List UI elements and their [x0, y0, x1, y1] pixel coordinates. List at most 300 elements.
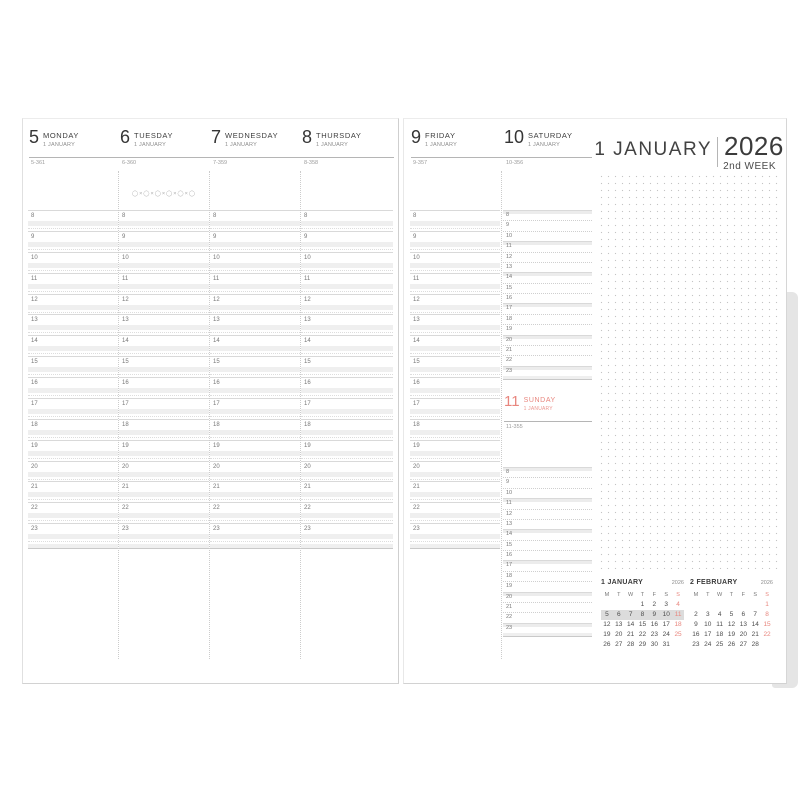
hour-slot-16 — [119, 377, 209, 399]
hour-label: 8 — [506, 469, 510, 475]
mini-calendar-day: 1 — [640, 601, 645, 608]
hour-label: 14 — [413, 338, 420, 345]
hour-label: 8 — [213, 213, 217, 219]
half-hour-line — [28, 499, 118, 500]
hour-label: 16 — [506, 552, 513, 558]
hour-label: 16 — [304, 380, 311, 386]
mini-calendar-day: 10 — [662, 611, 670, 618]
mini-calendar-day: 8 — [765, 611, 769, 618]
half-hour-line — [210, 541, 300, 542]
half-hour-line — [210, 228, 300, 229]
hour-label: 9 — [31, 233, 35, 240]
hour-slot-15 — [28, 356, 118, 378]
hour-label: 21 — [506, 603, 513, 610]
hour-shade-band — [119, 305, 209, 310]
half-hour-line — [410, 312, 500, 313]
half-hour-line — [301, 291, 393, 292]
half-hour-line — [210, 437, 300, 438]
hour-label: 12 — [122, 296, 129, 303]
half-hour-line — [301, 374, 393, 375]
hour-slot-19 — [301, 440, 393, 462]
hour-label: 15 — [122, 359, 129, 366]
mini-calendar-day: 2 — [652, 601, 657, 608]
hour-slot-14 — [301, 335, 393, 357]
mini-calendar-day — [714, 600, 726, 610]
grid-end-band — [503, 376, 592, 380]
mini-calendar-day: 20 — [739, 631, 747, 638]
hour-shade-band — [210, 305, 300, 310]
weekday-label: M — [604, 592, 610, 598]
hour-shade-band — [28, 430, 118, 435]
hour-label: 9 — [122, 233, 126, 240]
half-hour-line — [28, 520, 118, 521]
mini-calendar-day: 3 — [664, 601, 669, 608]
half-hour-line — [301, 541, 393, 542]
hour-shade-band — [28, 513, 118, 518]
hour-label: 13 — [31, 317, 38, 324]
hour-label: 8 — [122, 213, 126, 219]
day-month-label: 1 JANUARY — [528, 141, 560, 148]
hour-shade-band — [301, 325, 393, 330]
half-hour-line — [301, 228, 393, 229]
grid-end-band — [410, 544, 500, 549]
half-hour-line — [210, 416, 300, 417]
half-hour-line — [301, 332, 393, 333]
mini-calendar-day — [737, 600, 749, 610]
hour-label: 19 — [31, 442, 38, 449]
hour-shade-band — [28, 263, 118, 268]
hour-shade-band — [210, 492, 300, 497]
mini-calendar-day: 11 — [716, 621, 723, 628]
hour-shade-band — [28, 451, 118, 456]
half-hour-line — [119, 479, 209, 480]
day-header-monday — [29, 129, 79, 148]
hour-label: 15 — [304, 359, 311, 366]
hour-slot-23 — [410, 523, 500, 545]
hour-shade-band — [119, 221, 209, 226]
hour-shade-band — [28, 388, 118, 393]
half-hour-line — [301, 520, 393, 521]
mini-calendar-weekday-row — [690, 591, 773, 600]
hour-shade-band — [119, 492, 209, 497]
day-name: FRIDAY — [425, 131, 456, 140]
hour-label: 10 — [413, 254, 420, 261]
weekday-label: T — [617, 592, 621, 598]
hour-slot-11 — [119, 273, 209, 295]
hour-shade-band — [210, 221, 300, 226]
day-of-year-wednesday: 7-359 — [213, 160, 228, 166]
day-month-label: 1 JANUARY — [316, 141, 348, 148]
hour-shade-band — [410, 388, 500, 393]
hour-label: 17 — [304, 400, 311, 407]
half-hour-line — [301, 270, 393, 271]
hour-label: 8 — [304, 213, 308, 219]
mini-calendar-day — [690, 600, 702, 610]
hour-label: 23 — [413, 526, 420, 533]
hour-grid-sunday — [503, 467, 592, 638]
mini-calendar-day: 28 — [751, 641, 759, 648]
mini-calendar-day: 10 — [704, 621, 712, 628]
half-hour-line — [301, 395, 393, 396]
mini-calendar-days — [601, 600, 684, 650]
mini-calendar-day: 3 — [705, 611, 710, 618]
grid-end-band — [119, 544, 209, 549]
half-hour-line — [410, 541, 500, 542]
mini-calendar-day: 13 — [615, 621, 623, 628]
mini-calendar-day: 24 — [704, 641, 712, 648]
half-hour-line — [28, 374, 118, 375]
hour-label: 18 — [213, 421, 220, 428]
day-month-label: 1 JANUARY — [425, 141, 457, 148]
hour-shade-band — [301, 409, 393, 414]
hour-shade-band — [410, 534, 500, 539]
hour-slot-16 — [301, 377, 393, 399]
hour-shade-band — [119, 263, 209, 268]
hour-slot-8 — [119, 210, 209, 232]
hour-shade-band — [410, 451, 500, 456]
hour-slot-15 — [119, 356, 209, 378]
hour-shade-band — [119, 534, 209, 539]
hour-label: 22 — [122, 505, 129, 512]
mini-calendar-week-row — [690, 640, 773, 650]
hour-label: 19 — [413, 442, 420, 449]
hour-slot-10 — [410, 252, 500, 274]
hour-grid-wednesday — [210, 210, 300, 549]
hour-slot-12 — [301, 294, 393, 316]
weekday-label: S — [765, 592, 769, 598]
hour-slot-12 — [210, 294, 300, 316]
hour-shade-band — [28, 305, 118, 310]
mini-calendar-january — [601, 579, 684, 650]
hour-slot-14 — [28, 335, 118, 357]
hour-label: 19 — [304, 442, 311, 449]
weekday-label: F — [652, 592, 657, 598]
hour-label: 14 — [506, 274, 513, 281]
half-hour-line — [28, 479, 118, 480]
hour-shade-band — [28, 284, 118, 289]
half-hour-line — [301, 249, 393, 250]
half-hour-line — [210, 312, 300, 313]
hour-label: 22 — [506, 614, 513, 621]
mini-calendar-day: 23 — [650, 631, 658, 638]
hour-label: 12 — [506, 253, 513, 260]
mini-calendar-day: 29 — [638, 641, 647, 648]
hour-slot-9 — [119, 231, 209, 253]
mini-calendar-week-row — [690, 600, 773, 610]
mini-calendar-week-row — [601, 630, 684, 640]
half-hour-line — [119, 458, 209, 459]
half-hour-line — [119, 499, 209, 500]
weekday-label: S — [753, 592, 758, 598]
weekday-label: T — [640, 592, 645, 598]
day-of-year-tuesday: 6-360 — [122, 160, 137, 166]
hour-label: 23 — [506, 624, 513, 631]
grid-end-band — [301, 544, 393, 549]
hour-shade-band — [210, 367, 300, 372]
mini-calendar-day: 25 — [674, 631, 682, 638]
hour-slot-13 — [301, 314, 393, 336]
hour-label: 16 — [506, 295, 513, 301]
hour-shade-band — [119, 388, 209, 393]
half-hour-line — [410, 374, 500, 375]
hour-label: 17 — [31, 400, 38, 407]
hour-shade-band — [210, 513, 300, 518]
mini-calendar-day — [726, 600, 738, 610]
hour-shade-band — [301, 305, 393, 310]
mini-calendar-day — [749, 600, 761, 610]
half-hour-line — [301, 312, 393, 313]
hour-label: 13 — [413, 317, 420, 324]
hour-grid-saturday — [503, 210, 592, 381]
half-hour-line — [119, 437, 209, 438]
hour-label: 10 — [304, 254, 311, 261]
hour-label: 18 — [506, 315, 513, 322]
hour-shade-band — [410, 513, 500, 518]
hour-shade-band — [210, 263, 300, 268]
half-hour-line — [410, 353, 500, 354]
hour-slot-14 — [410, 335, 500, 357]
half-hour-line — [119, 332, 209, 333]
hour-label: 18 — [122, 421, 129, 428]
hour-slot-16 — [410, 377, 500, 399]
day-of-year-friday: 9-357 — [413, 160, 428, 166]
half-hour-line — [210, 479, 300, 480]
hour-shade-band — [410, 221, 500, 226]
mini-calendar-day: 27 — [739, 641, 747, 648]
hour-slot-12 — [119, 294, 209, 316]
mini-calendar-day: 31 — [662, 641, 670, 648]
hour-label: 16 — [213, 380, 220, 386]
half-hour-line — [119, 249, 209, 250]
mini-calendar-day: 19 — [727, 631, 736, 638]
hour-grid-tuesday — [119, 210, 209, 549]
day-name: WEDNESDAY — [225, 131, 279, 140]
hour-grid-thursday — [301, 210, 393, 549]
weekday-label: M — [693, 592, 699, 598]
hour-shade-band — [210, 284, 300, 289]
hour-label: 23 — [31, 526, 38, 533]
mini-calendar-day: 15 — [638, 621, 647, 628]
hour-shade-band — [119, 325, 209, 330]
mini-calendar-day: 23 — [692, 641, 700, 648]
hour-slot-13 — [210, 314, 300, 336]
hour-shade-band — [301, 263, 393, 268]
hour-slot-21 — [28, 481, 118, 503]
day-name: MONDAY — [43, 131, 79, 140]
hour-slot-13 — [410, 314, 500, 336]
hour-shade-band — [301, 492, 393, 497]
hour-slot-10 — [28, 252, 118, 274]
hour-label: 14 — [213, 338, 220, 345]
mini-calendar-day: 8 — [640, 611, 645, 618]
half-hour-line — [119, 270, 209, 271]
hour-shade-band — [410, 409, 500, 414]
mini-calendar-day: 16 — [692, 631, 700, 638]
hour-shade-band — [410, 325, 500, 330]
hour-shade-band — [210, 325, 300, 330]
hour-label: 13 — [506, 520, 513, 527]
hour-slot-15 — [410, 356, 500, 378]
hour-slot-22 — [301, 502, 393, 524]
hour-label: 20 — [31, 463, 38, 470]
half-hour-line — [410, 228, 500, 229]
mini-calendar-day: 15 — [763, 621, 771, 628]
half-hour-line — [119, 416, 209, 417]
hour-label: 17 — [122, 400, 129, 407]
day-month-label: 1 JANUARY — [225, 141, 257, 148]
half-hour-line — [28, 541, 118, 542]
day-name: TUESDAY — [134, 131, 174, 140]
hour-slot-22 — [28, 502, 118, 524]
mini-calendar-week-row — [690, 630, 773, 640]
half-hour-line — [28, 312, 118, 313]
half-hour-line — [28, 291, 118, 292]
hour-label: 14 — [122, 338, 129, 345]
half-hour-line — [301, 416, 393, 417]
hour-label: 17 — [213, 400, 220, 407]
mini-calendar-day: 17 — [704, 631, 712, 638]
hour-shade-band — [28, 472, 118, 477]
half-hour-line — [119, 374, 209, 375]
day-header-wednesday — [211, 129, 278, 148]
hour-label: 8 — [413, 213, 417, 219]
day-month-label: 1 JANUARY — [134, 141, 166, 148]
hour-shade-band — [301, 451, 393, 456]
half-hour-line — [28, 416, 118, 417]
half-hour-line — [28, 249, 118, 250]
hour-label: 21 — [506, 346, 513, 353]
half-hour-line — [119, 520, 209, 521]
hour-shade-band — [28, 409, 118, 414]
hour-label: 20 — [304, 463, 311, 470]
hour-slot-18 — [28, 419, 118, 441]
mini-calendar-day — [601, 600, 613, 610]
hour-slot-15 — [301, 356, 393, 378]
half-hour-line — [410, 395, 500, 396]
hour-shade-band — [210, 409, 300, 414]
hour-label: 11 — [304, 275, 311, 282]
hour-label: 10 — [213, 254, 220, 261]
grid-end-band — [28, 544, 118, 549]
hour-shade-band — [28, 534, 118, 539]
hour-label: 20 — [122, 463, 129, 470]
grid-end-band — [210, 544, 300, 549]
half-hour-line — [210, 458, 300, 459]
hour-label: 10 — [506, 489, 513, 496]
hour-slot-20 — [119, 461, 209, 483]
weekday-label: T — [706, 592, 710, 598]
hour-shade-band — [301, 242, 393, 247]
half-hour-line — [210, 332, 300, 333]
mini-calendar-day: 21 — [627, 631, 635, 638]
mini-calendar-day: 4 — [717, 611, 722, 618]
hour-shade-band — [210, 534, 300, 539]
half-hour-line — [119, 228, 209, 229]
dot-grid-notes-area — [598, 173, 778, 569]
hour-slot-8 — [301, 210, 393, 232]
half-hour-line — [119, 291, 209, 292]
hour-shade-band — [119, 430, 209, 435]
hour-label: 22 — [413, 505, 420, 512]
mini-calendar-weekday-row — [601, 591, 684, 600]
half-hour-line — [210, 270, 300, 271]
mini-calendar-week-row — [690, 620, 773, 630]
hour-label: 18 — [304, 421, 311, 428]
hour-shade-band — [119, 346, 209, 351]
hour-shade-band — [410, 430, 500, 435]
hour-slot-23 — [119, 523, 209, 545]
half-hour-line — [28, 270, 118, 271]
hour-slot-17 — [301, 398, 393, 420]
mini-calendar-day — [625, 600, 637, 610]
hour-slot-9 — [410, 231, 500, 253]
hour-label: 13 — [304, 317, 311, 324]
hour-shade-band — [119, 513, 209, 518]
mini-calendar-day: 22 — [638, 631, 647, 638]
mini-calendar-day: 16 — [650, 621, 658, 628]
hour-label: 14 — [31, 338, 38, 345]
weekday-label: F — [741, 592, 746, 598]
day-header-sunday — [504, 395, 556, 412]
header-rule — [29, 157, 394, 158]
mini-calendar-day: 11 — [674, 611, 682, 618]
day-of-year-monday: 5-361 — [31, 160, 46, 166]
half-hour-line — [301, 353, 393, 354]
mini-calendar-day — [702, 600, 714, 610]
hour-slot-12 — [410, 294, 500, 316]
hour-label: 15 — [213, 359, 220, 366]
hour-label: 11 — [506, 243, 512, 250]
half-hour-line — [210, 395, 300, 396]
hour-label: 12 — [31, 296, 38, 303]
mini-calendar-day — [761, 640, 773, 650]
hour-slot-17 — [210, 398, 300, 420]
hour-label: 20 — [506, 336, 513, 343]
hour-label: 8 — [506, 212, 510, 218]
day-header-tuesday — [120, 129, 173, 148]
day-number: 11 — [504, 393, 520, 410]
mini-calendar-day: 5 — [605, 611, 609, 618]
hour-label: 13 — [122, 317, 129, 324]
mini-calendar-day: 9 — [652, 611, 657, 618]
hour-slot-12 — [28, 294, 118, 316]
hour-label: 18 — [506, 572, 513, 579]
hour-label: 20 — [506, 593, 513, 600]
hour-shade-band — [301, 472, 393, 477]
hour-shade-band — [119, 472, 209, 477]
mini-calendar-title: 1 JANUARY — [601, 579, 644, 586]
hour-label: 20 — [413, 463, 420, 470]
hour-label: 9 — [213, 233, 217, 240]
mini-calendar-day: 9 — [694, 621, 698, 628]
hour-slot-20 — [410, 461, 500, 483]
half-hour-line — [119, 395, 209, 396]
right-page — [403, 118, 787, 684]
mini-calendar-week-row — [601, 610, 684, 620]
hour-shade-band — [410, 346, 500, 351]
hour-shade-band — [301, 534, 393, 539]
hour-label: 19 — [213, 442, 220, 449]
hour-slot-14 — [119, 335, 209, 357]
hour-label: 16 — [122, 380, 129, 386]
day-number: 8 — [302, 127, 313, 147]
hour-label: 22 — [304, 505, 311, 512]
hour-label: 15 — [506, 541, 513, 548]
mini-calendar-week-row — [601, 600, 684, 610]
hour-slot-9 — [301, 231, 393, 253]
hour-slot-9 — [210, 231, 300, 253]
hour-shade-band — [210, 430, 300, 435]
